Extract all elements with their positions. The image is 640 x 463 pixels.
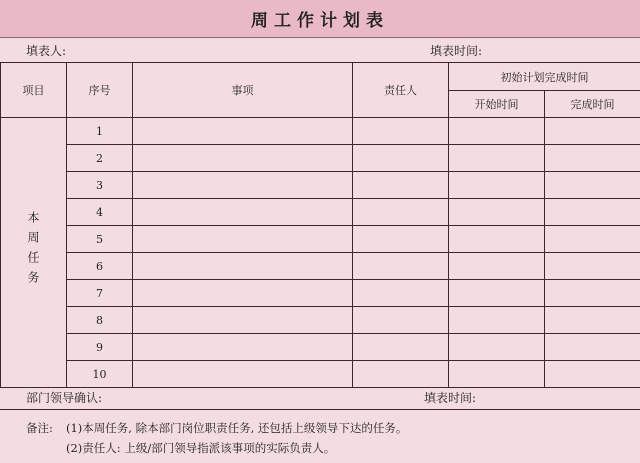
owner-cell[interactable] bbox=[353, 172, 449, 199]
matter-cell[interactable] bbox=[133, 307, 353, 334]
matter-cell[interactable] bbox=[133, 280, 353, 307]
owner-cell[interactable] bbox=[353, 226, 449, 253]
table-row bbox=[1, 172, 640, 199]
start-time-cell[interactable] bbox=[449, 307, 545, 334]
notes-label: 备注: bbox=[26, 421, 53, 435]
owner-cell[interactable] bbox=[353, 199, 449, 226]
notes-line-2: (2)责任人: 上级/部门领导指派该事项的实际负责人。 bbox=[66, 441, 336, 455]
finish-time-cell[interactable] bbox=[545, 118, 640, 145]
row-seq: 4 bbox=[67, 199, 133, 226]
matter-cell[interactable] bbox=[133, 253, 353, 280]
matter-cell[interactable] bbox=[133, 226, 353, 253]
matter-cell[interactable] bbox=[133, 118, 353, 145]
row-seq: 10 bbox=[67, 361, 133, 388]
owner-cell[interactable] bbox=[353, 307, 449, 334]
owner-cell[interactable] bbox=[353, 145, 449, 172]
start-time-cell[interactable] bbox=[449, 334, 545, 361]
table-row bbox=[1, 145, 640, 172]
matter-cell[interactable] bbox=[133, 172, 353, 199]
row-seq: 7 bbox=[67, 280, 133, 307]
table-row bbox=[1, 118, 640, 145]
notes-section bbox=[0, 410, 640, 463]
matter-cell[interactable] bbox=[133, 199, 353, 226]
row-seq: 2 bbox=[67, 145, 133, 172]
sheet-title: 周工作计划表 bbox=[0, 0, 640, 38]
table-row bbox=[1, 280, 640, 307]
owner-cell[interactable] bbox=[353, 334, 449, 361]
finish-time-cell[interactable] bbox=[545, 307, 640, 334]
header-item: 项目 bbox=[1, 63, 67, 118]
header-matter: 事项 bbox=[133, 63, 353, 118]
row-seq: 3 bbox=[67, 172, 133, 199]
leader-confirm-label: 部门领导确认: bbox=[26, 391, 103, 405]
finish-time-cell[interactable] bbox=[545, 226, 640, 253]
row-seq: 9 bbox=[67, 334, 133, 361]
finish-time-cell[interactable] bbox=[545, 280, 640, 307]
confirm-row bbox=[0, 383, 640, 410]
plan-table bbox=[0, 62, 640, 388]
row-seq: 1 bbox=[67, 118, 133, 145]
table-row bbox=[1, 226, 640, 253]
header-owner: 责任人 bbox=[353, 63, 449, 118]
header-start-time: 开始时间 bbox=[449, 91, 545, 118]
finish-time-cell[interactable] bbox=[545, 145, 640, 172]
header-seq: 序号 bbox=[67, 63, 133, 118]
start-time-cell[interactable] bbox=[449, 280, 545, 307]
start-time-cell[interactable] bbox=[449, 199, 545, 226]
matter-cell[interactable] bbox=[133, 334, 353, 361]
row-seq: 8 bbox=[67, 307, 133, 334]
table-row bbox=[1, 334, 640, 361]
table-row bbox=[1, 199, 640, 226]
finish-time-cell[interactable] bbox=[545, 199, 640, 226]
owner-cell[interactable] bbox=[353, 253, 449, 280]
filler-label: 填表人: bbox=[26, 44, 67, 58]
row-seq: 5 bbox=[67, 226, 133, 253]
fill-time-label: 填表时间: bbox=[430, 44, 483, 58]
section-label: 本周任务 bbox=[26, 211, 40, 291]
header-initial-plan: 初始计划完成时间 bbox=[449, 63, 640, 91]
start-time-cell[interactable] bbox=[449, 226, 545, 253]
meta-row bbox=[0, 37, 640, 62]
confirm-fill-time-label: 填表时间: bbox=[424, 391, 477, 405]
start-time-cell[interactable] bbox=[449, 172, 545, 199]
owner-cell[interactable] bbox=[353, 280, 449, 307]
row-seq: 6 bbox=[67, 253, 133, 280]
finish-time-cell[interactable] bbox=[545, 334, 640, 361]
table-row bbox=[1, 307, 640, 334]
owner-cell[interactable] bbox=[353, 118, 449, 145]
header-finish-time: 完成时间 bbox=[545, 91, 640, 118]
notes-line-1: (1)本周任务, 除本部门岗位职责任务, 还包括上级领导下达的任务。 bbox=[66, 421, 408, 435]
start-time-cell[interactable] bbox=[449, 145, 545, 172]
finish-time-cell[interactable] bbox=[545, 253, 640, 280]
matter-cell[interactable] bbox=[133, 145, 353, 172]
table-row bbox=[1, 253, 640, 280]
start-time-cell[interactable] bbox=[449, 118, 545, 145]
finish-time-cell[interactable] bbox=[545, 172, 640, 199]
start-time-cell[interactable] bbox=[449, 253, 545, 280]
section-cell bbox=[1, 118, 67, 388]
